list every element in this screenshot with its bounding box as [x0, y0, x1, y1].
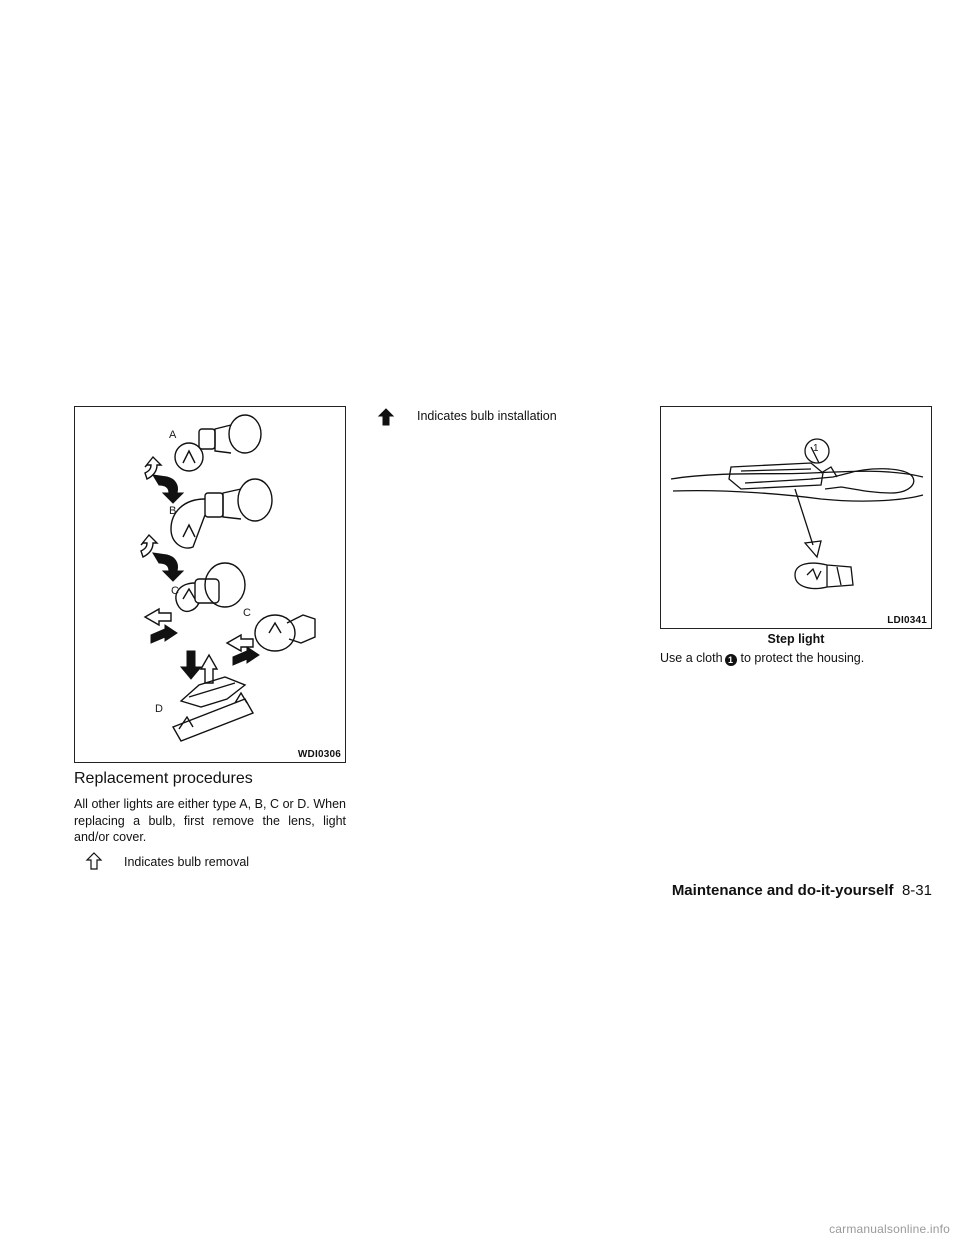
legend-installation [378, 406, 638, 428]
callout-1-icon: 1 [725, 654, 737, 666]
arrow-install-c1 [151, 625, 177, 643]
step-light-housing [729, 463, 823, 489]
page-number: 8-31 [901, 882, 932, 899]
legend-removal-text: Indicates bulb removal [124, 855, 250, 869]
bulb-c2-drawing [255, 615, 315, 651]
watermark[interactable]: carmanualsonline.info [829, 1222, 950, 1236]
section-heading: Replacement procedures [74, 770, 253, 787]
page-footer [560, 882, 932, 900]
step-light-paragraph [660, 650, 932, 667]
label-d: D [155, 703, 163, 715]
label-c2: C [243, 607, 251, 619]
arrow-install-d [181, 651, 201, 679]
filled-arrow-up-icon [378, 408, 394, 431]
outline-arrow-up-icon [86, 852, 102, 875]
door-sill-line-upper [671, 471, 923, 479]
bulb-a-drawing [175, 415, 261, 471]
legend-removal [86, 852, 346, 872]
bulb-types-figure [74, 406, 346, 763]
paragraph-text-before: Use a cloth [660, 651, 723, 665]
arrow-remove-d [201, 655, 217, 683]
bulb-b-drawing [171, 479, 272, 548]
figure-code: LDI0341 [887, 615, 927, 626]
arrow-install-a [153, 475, 183, 503]
label-c1: C [171, 585, 179, 597]
figure-code: WDI0306 [297, 749, 341, 760]
bulb-d-drawing [173, 677, 253, 741]
arrow-remove-c1 [145, 609, 171, 625]
figure-caption: Step light [767, 632, 825, 646]
footer-section-title: Maintenance and do-it-yourself [671, 882, 894, 899]
label-b: B [169, 505, 177, 517]
legend-installation-text: Indicates bulb installation [417, 409, 557, 423]
section-paragraph: All other lights are either type A, B, C or D. When replacing a bulb, first remove the lens, light and/or cover. [74, 797, 346, 844]
paragraph-text-after: to protect the housing. [740, 651, 865, 665]
wedge-bulb [795, 563, 853, 588]
step-light-illustration [661, 407, 933, 630]
label-a: A [169, 429, 177, 441]
step-light-figure [660, 406, 932, 629]
arrow-install-b [153, 553, 183, 581]
bulb-c1-drawing [176, 563, 245, 611]
step-light-callout-number: 1 [813, 443, 819, 454]
arrow-install-c2 [233, 647, 259, 665]
bulb-types-illustration [75, 407, 347, 764]
